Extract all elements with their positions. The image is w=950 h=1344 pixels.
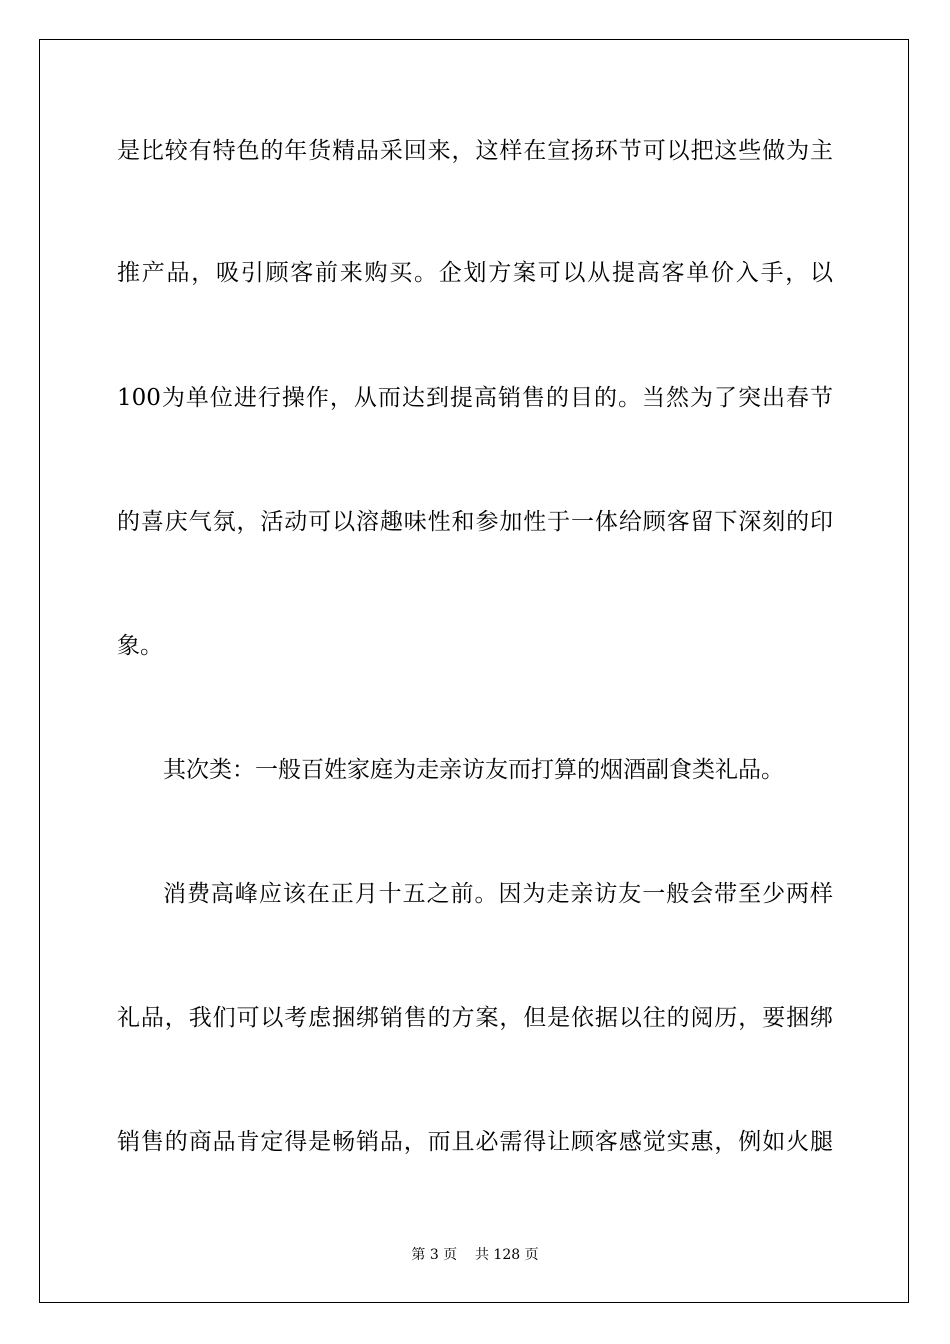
paragraph-line: 其次类：一般百姓家庭为走亲访友而打算的烟酒副食类礼品。	[163, 757, 784, 783]
paragraph-line: 礼品，我们可以考虑捆绑销售的方案，但是依据以往的阅历，要捆绑	[117, 1005, 833, 1031]
page-border	[39, 39, 909, 1303]
paragraph-line: 的喜庆气氛，活动可以溶趣味性和参加性于一体给顾客留下深刻的印	[117, 509, 833, 535]
paragraph-line: 是比较有特色的年货精品采回来，这样在宣扬环节可以把这些做为主	[117, 138, 833, 164]
paragraph-line: 销售的商品肯定得是畅销品，而且必需得让顾客感觉实惠，例如火腿	[117, 1129, 833, 1155]
paragraph-line: 象。	[117, 633, 163, 659]
page-number-footer: 第 3 页 共 128 页	[411, 1247, 539, 1263]
paragraph-line: 100为单位进行操作，从而达到提高销售的目的。当然为了突出春节	[117, 385, 833, 411]
paragraph-line: 推产品，吸引顾客前来购买。企划方案可以从提高客单价入手，以	[117, 260, 833, 286]
paragraph-line: 消费高峰应该在正月十五之前。因为走亲访友一般会带至少两样	[163, 881, 833, 907]
